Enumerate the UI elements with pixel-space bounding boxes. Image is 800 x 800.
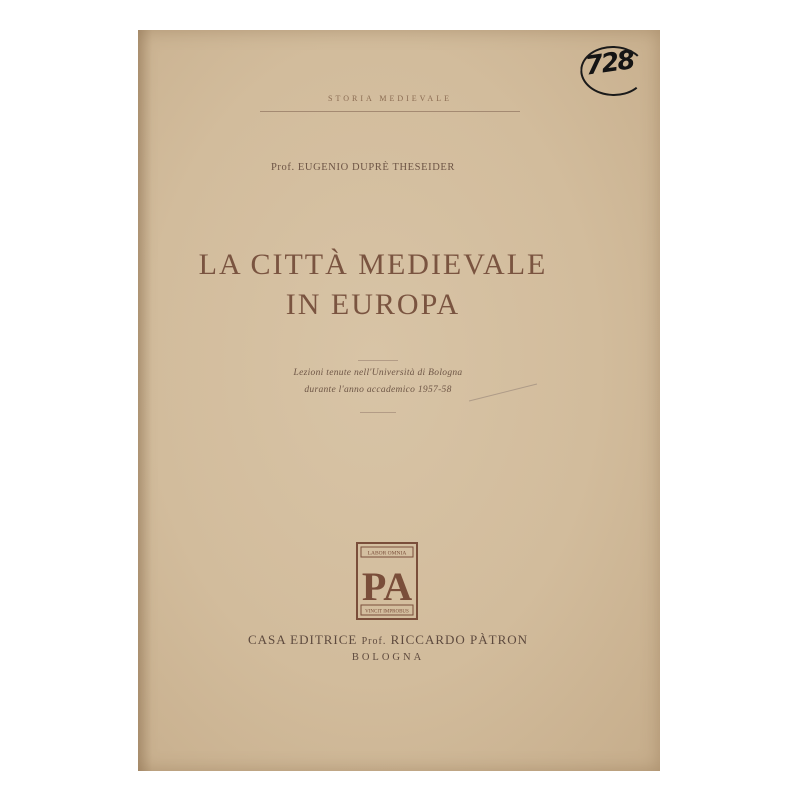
title-line-2: IN EUROPA (285, 288, 461, 321)
handwritten-inventory-number (583, 44, 642, 93)
publisher-part-3: RICCARDO PÀTRON (386, 632, 529, 647)
series-label: STORIA MEDIEVALE (328, 94, 452, 103)
publisher-part-1: CASA EDITRICE (247, 632, 362, 647)
series-rule (260, 111, 520, 112)
publisher-logo (356, 542, 418, 620)
title-line-1: LA CITTÀ MEDIEVALE (198, 248, 548, 281)
subtitle-bottom-rule (360, 412, 396, 413)
publisher-part-2: Prof. (361, 636, 387, 647)
stamp-circle (579, 45, 647, 97)
logo-monogram: PA (361, 564, 413, 609)
author-name: Prof. EUGENIO DUPRÈ THESEIDER (270, 162, 456, 173)
logo-top-motto: LABOR OMNIA (367, 550, 407, 557)
publisher-city: BOLOGNA (351, 652, 425, 663)
spine-shadow (138, 30, 152, 771)
book-cover (138, 30, 660, 771)
inventory-number-text: 728 (583, 45, 636, 82)
subtitle-line-2: durante l'anno accademico 1957-58 (304, 385, 452, 395)
subtitle-top-rule (358, 360, 398, 361)
subtitle-line-1: Lezioni tenute nell'Università di Bologna (293, 368, 463, 378)
logo-bottom-motto: VINCIT IMPROBUS (365, 609, 409, 615)
publisher-name (198, 632, 578, 648)
